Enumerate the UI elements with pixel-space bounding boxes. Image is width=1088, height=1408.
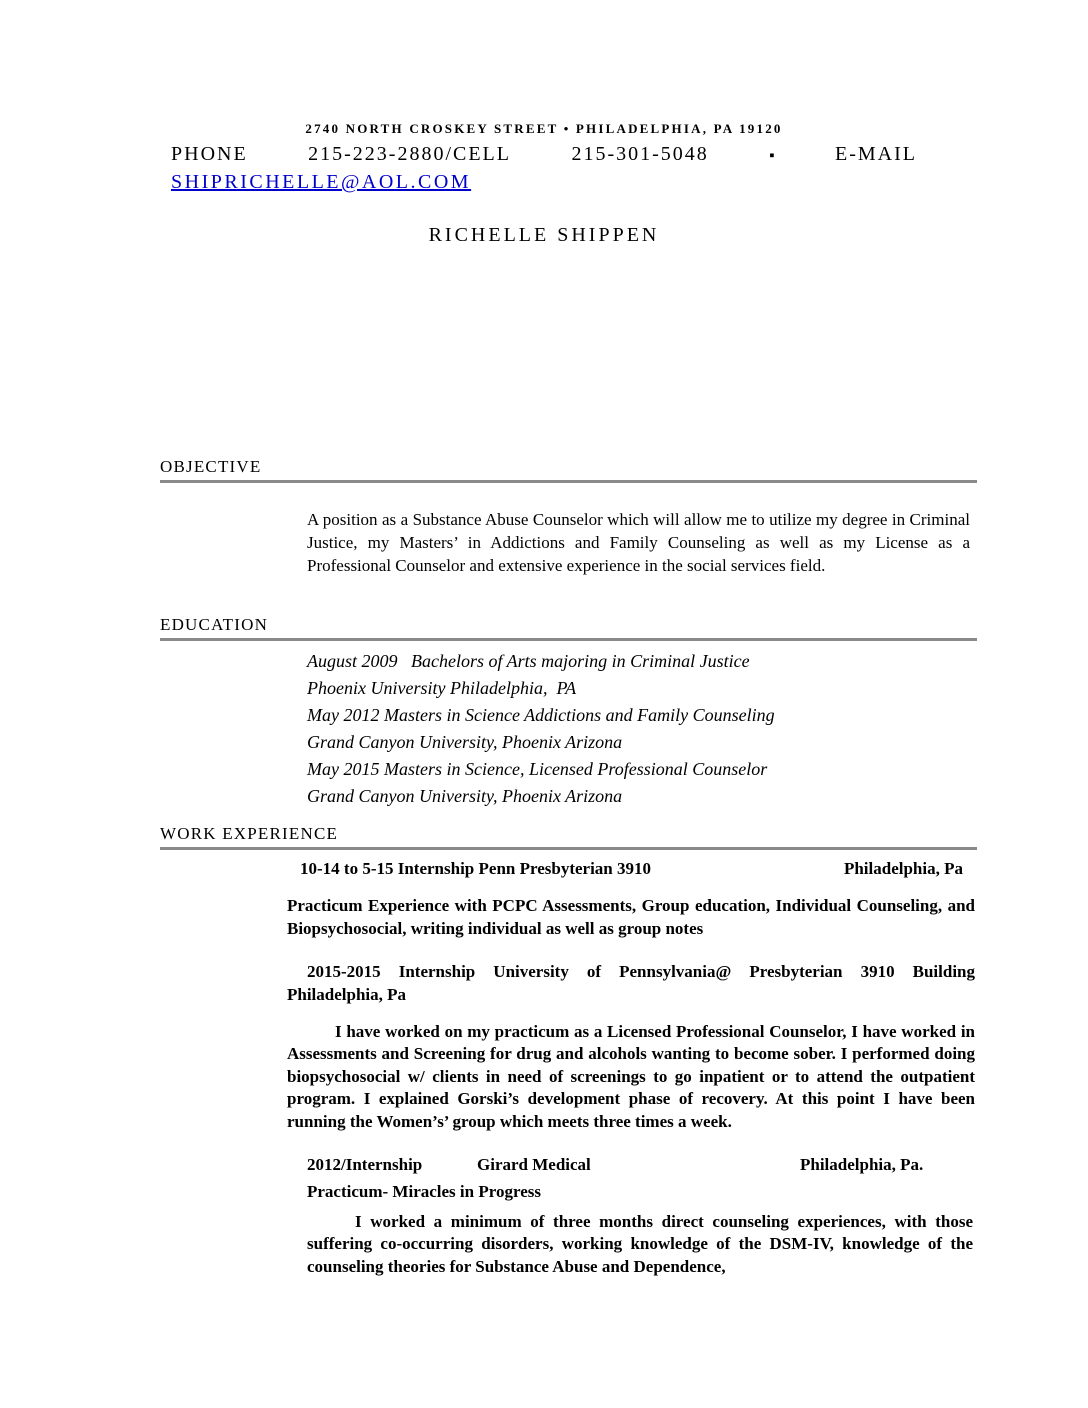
section-rule: [160, 847, 977, 850]
bullet-separator: ▪: [769, 148, 775, 164]
job-description: I worked a minimum of three months direct counseling experiences, with those suffering co-occurring disorders, working knowledge of the DSM-IV, knowledge of the counseling theories for Substance Abuse and Dependence,: [307, 1211, 973, 1276]
job-subtitle: Practicum- Miracles in Progress: [307, 1182, 541, 1202]
phone-label: PHONE: [171, 143, 248, 165]
email-label: E-MAIL: [835, 143, 917, 165]
objective-heading: OBJECTIVE: [160, 457, 262, 476]
education-entry: Grand Canyon University, Phoenix Arizona: [307, 786, 623, 806]
objective-section: [160, 457, 977, 577]
contact-row: [171, 143, 917, 168]
job-description: I have worked on my practicum as a Licensed Professional Counselor, I have worked in Assessments and Screening for drug and alcohols wanting to become sober. I performed doing biopsychosocial w/ clients in need of screenings to go inpatient or to attend the outpatient program. I explained Gorski’s development phase of recovery. At this point I have been running the Women’s’ group which meets three times a week.: [287, 1022, 975, 1131]
email-link[interactable]: SHIPRICHELLE@AOL.COM: [171, 171, 472, 193]
job-entry-header: 2015-2015 Internship University of Pennsylvania@ Presbyterian 3910 Building Philadelphia, Pa: [287, 962, 975, 1004]
job-title: 10-14 to 5-15 Internship Penn Presbyterian 3910: [300, 859, 652, 878]
address-line: 2740 NORTH CROSKEY STREET • PHILADELPHIA, PA 19120: [305, 121, 783, 136]
education-heading: EDUCATION: [160, 615, 269, 634]
education-entry: May 2012 Masters in Science Addictions and Family Counseling: [307, 705, 775, 725]
job-date: 2012/Internship: [307, 1155, 423, 1175]
job-entry-header: [307, 1154, 977, 1176]
education-entry: Grand Canyon University, Phoenix Arizona: [307, 732, 623, 752]
work-experience-heading: WORK EXPERIENCE: [160, 824, 339, 843]
email-row: [171, 171, 1088, 194]
job-location: Philadelphia, Pa.: [800, 1155, 924, 1175]
education-entry: August 2009 Bachelors of Arts majoring in Criminal Justice: [307, 651, 750, 671]
work-experience-section: [160, 824, 977, 1278]
objective-text: A position as a Substance Abuse Counselor which will allow me to utilize my degree in Criminal Justice, my Masters’ in Addictions and Family Counseling as well as my License as a Professional Counselor and extensive experience in the social services field.: [307, 510, 970, 575]
education-section: [160, 615, 977, 810]
job-entry-header: [300, 858, 977, 880]
section-rule: [160, 480, 977, 483]
education-entry: May 2015 Masters in Science, Licensed Professional Counselor: [307, 759, 768, 779]
education-list: [307, 648, 977, 810]
education-entry: Phoenix University Philadelphia, PA: [307, 678, 577, 698]
job-location: Philadelphia, Pa: [843, 859, 963, 878]
job-description: Practicum Experience with PCPC Assessments, Group education, Individual Counseling, and Biopsychosocial, writing individual as well as group notes: [287, 896, 975, 938]
cell-number: 215-301-5048: [571, 143, 709, 165]
phone-number: 215-223-2880/CELL: [308, 143, 511, 165]
section-rule: [160, 638, 977, 641]
page-title: RICHELLE SHIPPEN: [428, 224, 660, 246]
job-company: Girard Medical: [477, 1155, 591, 1175]
